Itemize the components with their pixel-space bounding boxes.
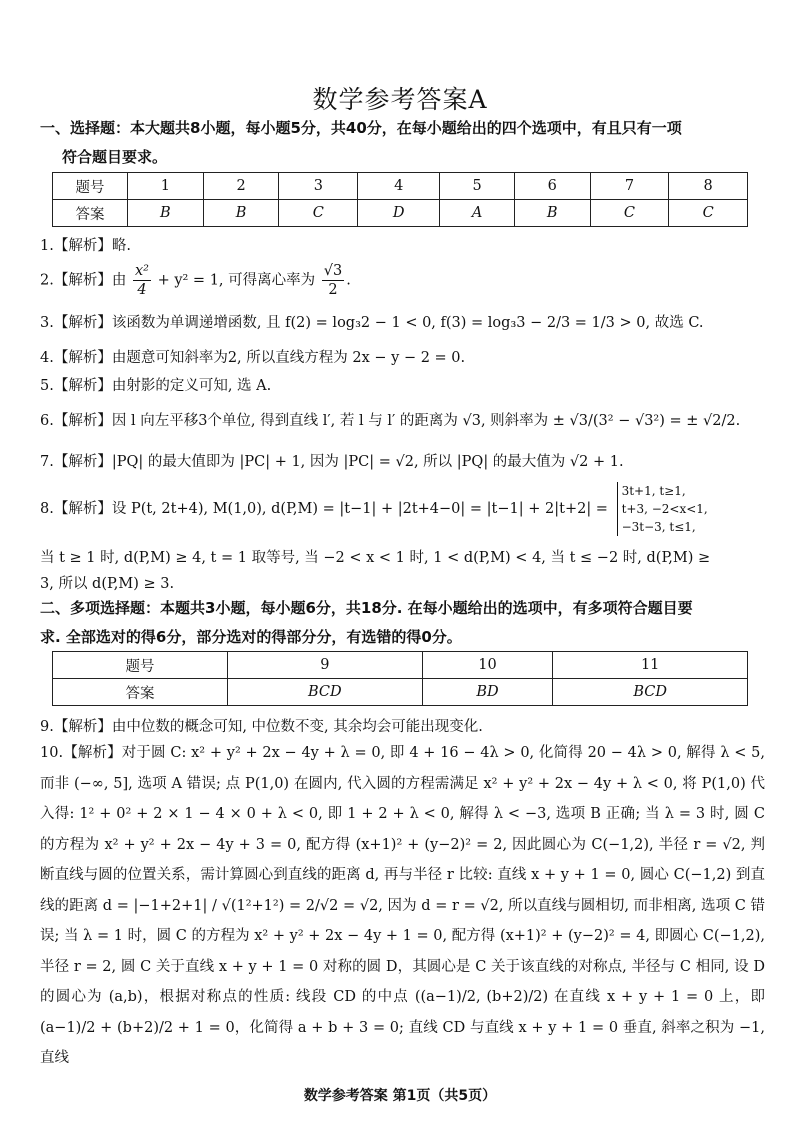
table-cell [590, 200, 669, 227]
page-footer: 数学参考答案 第1页（共5页） [303, 1088, 497, 1104]
answer-table-1 [52, 172, 748, 227]
table-cell [422, 679, 553, 706]
table-cell: 3 [279, 173, 358, 200]
solution-8-line-2: 当 t ≥ 1 时, d(P,M) ≥ 4, t = 1 取等号, 当 −2 < x < 1 时, 1 < d(P,M) < 4, 当 t ≤ −2 时, d(P,M) ≥ [40, 550, 711, 566]
table-cell: 1 [128, 173, 204, 200]
table-cell [203, 200, 279, 227]
table-cell [440, 200, 515, 227]
table-cell [669, 200, 748, 227]
table-cell: 8 [669, 173, 748, 200]
solution-2-prefix: 2.【解析】由 [40, 272, 127, 289]
table-cell: 2 [203, 173, 279, 200]
answer-value: D [392, 205, 405, 221]
table-cell: 7 [590, 173, 669, 200]
table-cell: 6 [514, 173, 590, 200]
solution-5: 5.【解析】由射影的定义可知, 选 A. [40, 378, 272, 394]
answer-value: BD [476, 684, 499, 700]
table-row [53, 200, 748, 227]
table-cell [279, 200, 358, 227]
answer-table-2 [52, 651, 748, 706]
solution-8-line-1 [40, 482, 765, 536]
table-header-cell: 答案 [53, 679, 228, 706]
section-1-heading [40, 114, 760, 172]
table-cell [553, 679, 748, 706]
piecewise-case: −3t−3, t≤1, [621, 520, 696, 534]
section-2-heading [40, 594, 760, 652]
page-title: 数学参考答案A [312, 85, 488, 114]
table-cell: 10 [422, 652, 553, 679]
table-cell [128, 200, 204, 227]
piecewise-case: 3t+1, t≥1, [621, 484, 686, 498]
table-cell: 11 [553, 652, 748, 679]
table-row [53, 652, 748, 679]
fraction-numerator: x² [134, 263, 149, 279]
solution-3: 3.【解析】该函数为单调递增函数, 且 f(2) = log₃2 − 1 < 0, f(3) = log₃3 − 2/3 = 1/3 > 0, 故选 C. [40, 315, 704, 331]
table-header-cell: 题号 [53, 652, 228, 679]
table-cell [228, 679, 423, 706]
solution-2-middle: + y² = 1, 可得离心率为 [157, 272, 316, 289]
answer-value: A [471, 205, 483, 221]
answer-value: B [160, 205, 171, 221]
solution-1: 1.【解析】略. [40, 238, 131, 254]
solution-7: 7.【解析】|PQ| 的最大值即为 |PC| + 1, 因为 |PC| = √2, 所以 |PQ| 的最大值为 √2 + 1. [40, 454, 624, 470]
solution-9: 9.【解析】由中位数的概念可知, 中位数不变, 其余均会可能出现变化. [40, 719, 483, 735]
answer-value: B [546, 205, 558, 221]
fraction-denominator: 2 [322, 280, 344, 299]
answer-value: BCD [633, 684, 667, 700]
table-cell [358, 200, 440, 227]
solution-2: 2.【解析】由 $\frac{\text{x²}}{4}$ + y² = 1, 可得离心率为 $\frac{√3}{2}$ . [40, 263, 351, 298]
table-row [53, 173, 748, 200]
answer-value: C [702, 205, 714, 221]
table-header-cell: 答案 [53, 200, 128, 227]
answer-value: BCD [307, 684, 342, 700]
section-2-heading-line-1: 二、多项选择题：本题共3小题，每小题6分，共18分. 在每小题给出的选项中，有多项符合题目要 [40, 599, 693, 617]
answer-value: C [623, 205, 635, 221]
fraction-eccentricity [322, 262, 344, 299]
solution-6: 6.【解析】因 l 向左平移3个单位, 得到直线 l′, 若 l 与 l′ 的距离为 √3, 则斜率为 ± √3/(3² − √3²) = ± √2/2. [40, 413, 741, 429]
answer-value: B [235, 205, 247, 221]
table-row [53, 679, 748, 706]
fraction-x2-over-4 [133, 262, 151, 299]
solution-8-expression: 8.【解析】设 P(t, 2t+4), M(1,0), d(P,M) = |t−1| + |2t+4−0| = |t−1| + 2|t+2| = [40, 501, 608, 517]
section-1-heading-line-2: 符合题目要求。 [62, 148, 168, 166]
answer-value: C [312, 205, 324, 221]
table-cell [514, 200, 590, 227]
fraction-denominator: 4 [133, 280, 151, 299]
table-cell: 4 [358, 173, 440, 200]
section-2-heading-line-2: 求. 全部选对的得6分，部分选对的得部分分，有选错的得0分。 [40, 628, 462, 646]
solution-8-line-3: 3, 所以 d(P,M) ≥ 3. [40, 576, 175, 592]
solution-10: 10.【解析】对于圆 C: x² + y² + 2x − 4y + λ = 0, 即 4 + 16 − 4λ > 0, 化简得 20 − 4λ > 0, 解得 λ < 5, 而非 (−∞, 5], 选项 A 错误; 点 P(1,0) 在圆内, 代入圆的方程需满足 x² + y² + 2x − 4y + λ < 0, 将 P(1,0) 代入得: 1² + 0² + 2 × 1 − 4 × 0 + λ < 0, 即 1 + 2 + λ < 0, 解得 λ < −3, 选项 B 正确; 当 λ = 3 时, 圆 C 的方程为 x² + y² + 2x − 4y + 3 = 0, 配方得 (x+1)² + (y−2)² = 2, 因此圆心为 C(−1,2), 半径 r = √2, 判断直线与圆的位置关系，需计算圆心到直线的距离 d, 再与半径 r 比较: 直线 x + y + 1 = 0, 圆心 C(−1,2) 到直线的距离 d = |−1+2+1| / √(1²+1²) = 2/√2 = √2, 因为 d = r = √2, 所以直线与圆相切, 而非相离, 选项 C 错误; 当 λ = 1 时，圆 C 的方程为 x² + y² + 2x − 4y + 1 = 0, 配方得 (x+1)² + (y−2)² = 4, 即圆心 C(−1,2), 半径 r = 2, 圆 C 关于直线 x + y + 1 = 0 对称的圆 D，其圆心是 C 关于该直线的对称点, 半径与 C 相同, 设 D 的圆心为 (a,b)，根据对称点的性质: 线段 CD 的中点 ((a−1)/2, (b+2)/2) 在直线 x + y + 1 = 0 上，即 (a−1)/2 + (b+2)/2 + 1 = 0，化简得 a + b + 3 = 0; 直线 CD 与直线 x + y + 1 = 0 垂直, 斜率之积为 −1, 直线 [40, 745, 765, 1066]
table-cell: 9 [228, 652, 423, 679]
fraction-numerator: √3 [323, 263, 343, 279]
solution-4: 4.【解析】由题意可知斜率为2, 所以直线方程为 2x − y − 2 = 0. [40, 350, 466, 366]
table-header-cell: 题号 [53, 173, 128, 200]
piecewise-cases [617, 482, 708, 536]
piecewise-case: t+3, −2<x<1, [621, 502, 708, 516]
section-1-heading-line-1: 一、选择题：本大题共8小题，每小题5分，共40分，在每小题给出的四个选项中，有且只有一项 [40, 119, 682, 137]
table-cell: 5 [440, 173, 515, 200]
